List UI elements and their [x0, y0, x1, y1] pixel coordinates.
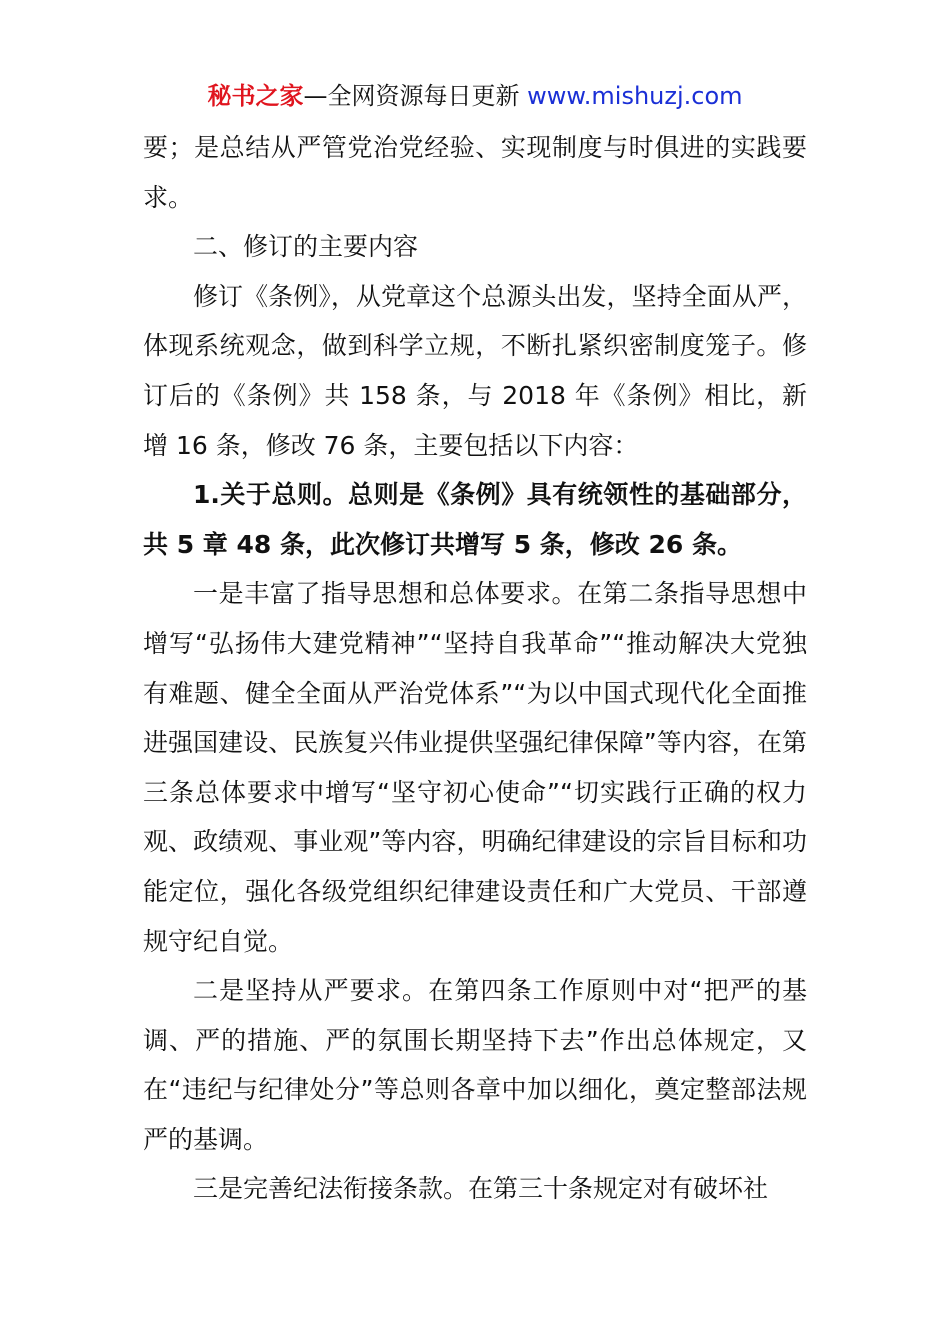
subheading-general-provisions: 1.关于总则。总则是《条例》具有统领性的基础部分，共 5 章 48 条，此次修订共增写 5 条，修改 26 条。 — [143, 480, 807, 559]
site-header — [0, 80, 950, 112]
brand-name: 秘书之家 — [207, 82, 304, 110]
document-body — [143, 123, 807, 1214]
paragraph-revision-overview: 修订《条例》，从党章这个总源头出发，坚持全面从严，体现系统观念，做到科学立规，不断扎紧织密制度笼子。修订后的《条例》共 158 条，与 2018 年《条例》相比，新增 16 条，修改 76 条，主要包括以下内容： — [143, 281, 807, 460]
paragraph-point-three: 三是完善纪法衔接条款。在第三十条规定对有破坏社 — [193, 1174, 769, 1204]
section-heading: 二、修订的主要内容 — [193, 232, 419, 262]
paragraph-point-two: 二是坚持从严要求。在第四条工作原则中对“把严的基调、严的措施、严的氛围长期坚持下去”作出总体规定，又在“违纪与纪律处分”等总则各章中加以细化，奠定整部法规严的基调。 — [143, 976, 807, 1154]
site-url: www.mishuzj.com — [527, 82, 743, 110]
paragraph-continuation: 要；是总结从严管党治党经验、实现制度与时俱进的实践要求。 — [143, 133, 807, 212]
paragraph-point-one: 一是丰富了指导思想和总体要求。在第二条指导思想中增写“弘扬伟大建党精神”“坚持自我革命”“推动解决大党独有难题、健全全面从严治党体系”“为以中国式现代化全面推进强国建设、民族复兴伟业提供坚强纪律保障”等内容，在第三条总体要求中增写“坚守初心使命”“切实践行正确的权力观、政绩观、事业观”等内容，明确纪律建设的宗旨目标和功能定位，强化各级党组织纪律建设责任和广大党员、干部遵规守纪自觉。 — [143, 579, 807, 956]
header-slogan: —全网资源每日更新 — [303, 82, 528, 110]
